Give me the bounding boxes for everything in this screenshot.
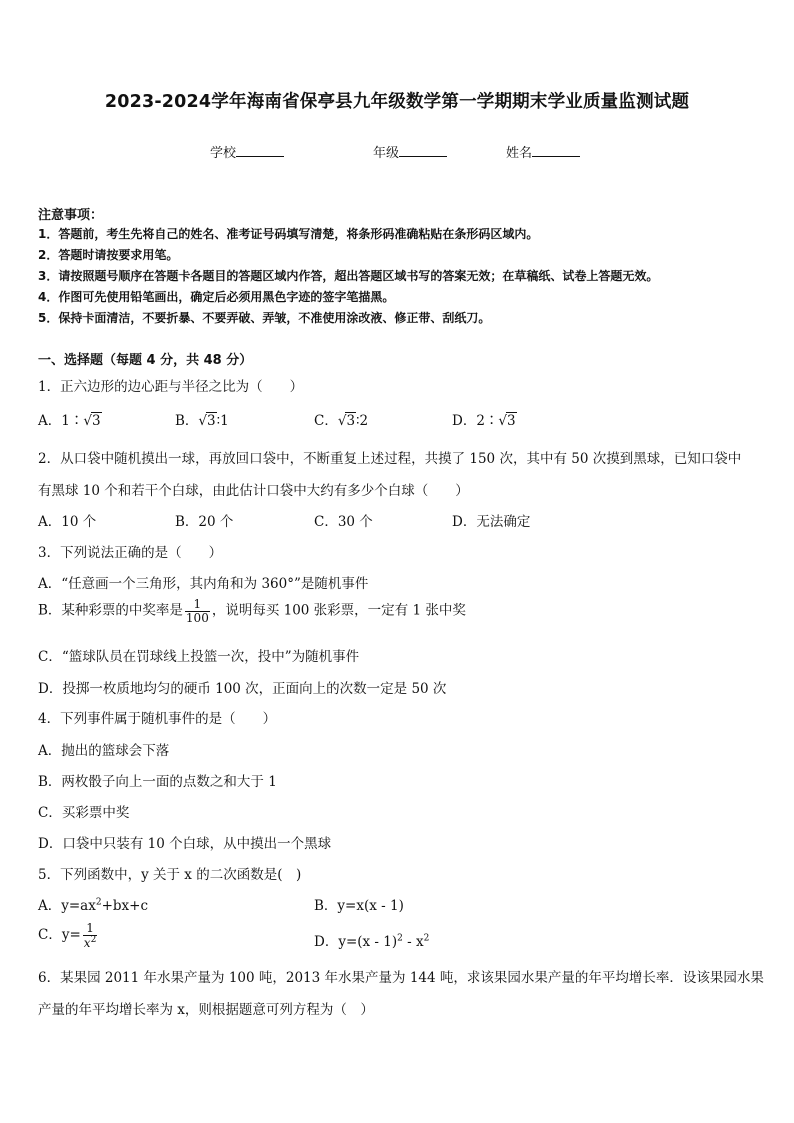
q3-option-c[interactable]: C．“篮球队员在罚球线上投篮一次，投中”为随机事件	[38, 649, 360, 665]
q4-option-a[interactable]: A．抛出的篮球会下落	[38, 743, 170, 759]
question-4-stem: 4．下列事件属于随机事件的是（ ）	[38, 711, 277, 727]
q2-option-a[interactable]: A．10 个	[38, 514, 97, 530]
q1-option-b[interactable]: B．√3∶1	[175, 413, 229, 429]
section-heading: 一、选择题（每题 4 分，共 48 分）	[38, 353, 253, 368]
question-6-stem-cont: 产量的年平均增长率为 x，则根据题意可列方程为（ ）	[38, 1002, 374, 1018]
note-item: 2．答题时请按要求用笔。	[38, 248, 179, 262]
q1-option-a[interactable]: A．1∶√3	[38, 413, 101, 429]
note-item: 3．请按照题号顺序在答题卡各题目的答题区域内作答，超出答题区域书写的答案无效；在草稿纸、试卷上答题无效。	[38, 269, 659, 283]
note-item: 1．答题前，考生先将自己的姓名、准考证号码填写清楚，将条形码准确粘贴在条形码区域内。	[38, 227, 539, 241]
q4-option-d[interactable]: D．口袋中只装有 10 个白球，从中摸出一个黑球	[38, 836, 332, 852]
fraction: $\frac{1}{100}$	[185, 597, 209, 625]
q2-option-d[interactable]: D．无法确定	[452, 514, 531, 530]
fraction: $\frac{1}{x^2}$	[83, 921, 97, 950]
note-item: 4．作图可先使用铅笔画出，确定后必须用黑色字迹的签字笔描黑。	[38, 290, 395, 304]
q5-option-b[interactable]: B．y=x(x - 1)	[314, 898, 404, 914]
name-label: 姓名	[506, 146, 533, 161]
grade-label: 年级	[373, 146, 400, 161]
q5-option-c[interactable]: C．y= $\frac{1}{x^2}$	[38, 921, 97, 950]
school-field[interactable]	[210, 142, 284, 161]
q2-option-b[interactable]: B．20 个	[175, 514, 234, 530]
question-2-stem-cont: 有黑球 10 个和若干个白球，由此估计口袋中大约有多少个白球（ ）	[38, 483, 469, 499]
q3-option-a[interactable]: A．“任意画一个三角形，其内角和为 360°”是随机事件	[38, 576, 369, 592]
q4-option-c[interactable]: C．买彩票中奖	[38, 805, 130, 821]
notes-heading: 注意事项：	[38, 208, 104, 223]
q3-option-b[interactable]: B．某种彩票的中奖率是 $\frac{1}{100}$ ，说明每买 100 张彩票，一定有 1 张中奖	[38, 597, 466, 625]
name-blank[interactable]	[532, 144, 580, 157]
note-item: 5．保持卡面清洁，不要折暴、不要弄破、弄皱，不准使用涂改液、修正带、刮纸刀。	[38, 311, 491, 325]
q4-option-b[interactable]: B．两枚骰子向上一面的点数之和大于 1	[38, 774, 277, 790]
question-6-stem: 6．某果园 2011 年水果产量为 100 吨，2013 年水果产量为 144 吨，求该果园水果产量的年平均增长率．设该果园水果	[38, 970, 764, 986]
grade-blank[interactable]	[399, 144, 447, 157]
page-title: 2023-2024学年海南省保亭县九年级数学第一学期期末学业质量监测试题	[104, 92, 690, 112]
question-1-stem: 1．正六边形的边心距与半径之比为（ ）	[38, 379, 304, 395]
q1-option-d[interactable]: D．2∶√3	[452, 413, 516, 429]
question-3-stem: 3．下列说法正确的是（ ）	[38, 545, 223, 561]
q1-option-c[interactable]: C．√3∶2	[314, 413, 369, 429]
q2-option-c[interactable]: C．30 个	[314, 514, 373, 530]
school-blank[interactable]	[236, 144, 284, 157]
school-label: 学校	[210, 146, 237, 161]
q5-option-a[interactable]: A．$y=ax^2+bx+c$	[38, 897, 149, 914]
name-field[interactable]	[506, 142, 580, 161]
question-2-stem: 2．从口袋中随机摸出一球，再放回口袋中，不断重复上述过程，共摸了 150 次，其中有 50 次摸到黑球，已知口袋中	[38, 451, 742, 467]
question-5-stem: 5．下列函数中，y 关于 x 的二次函数是( )	[38, 867, 302, 883]
grade-field[interactable]	[373, 142, 447, 161]
q3-option-d[interactable]: D．投掷一枚质地均匀的硬币 100 次，正面向上的次数一定是 50 次	[38, 681, 447, 697]
q5-option-d[interactable]: D．$y=(x - 1)^2 - x^2$	[314, 933, 430, 950]
